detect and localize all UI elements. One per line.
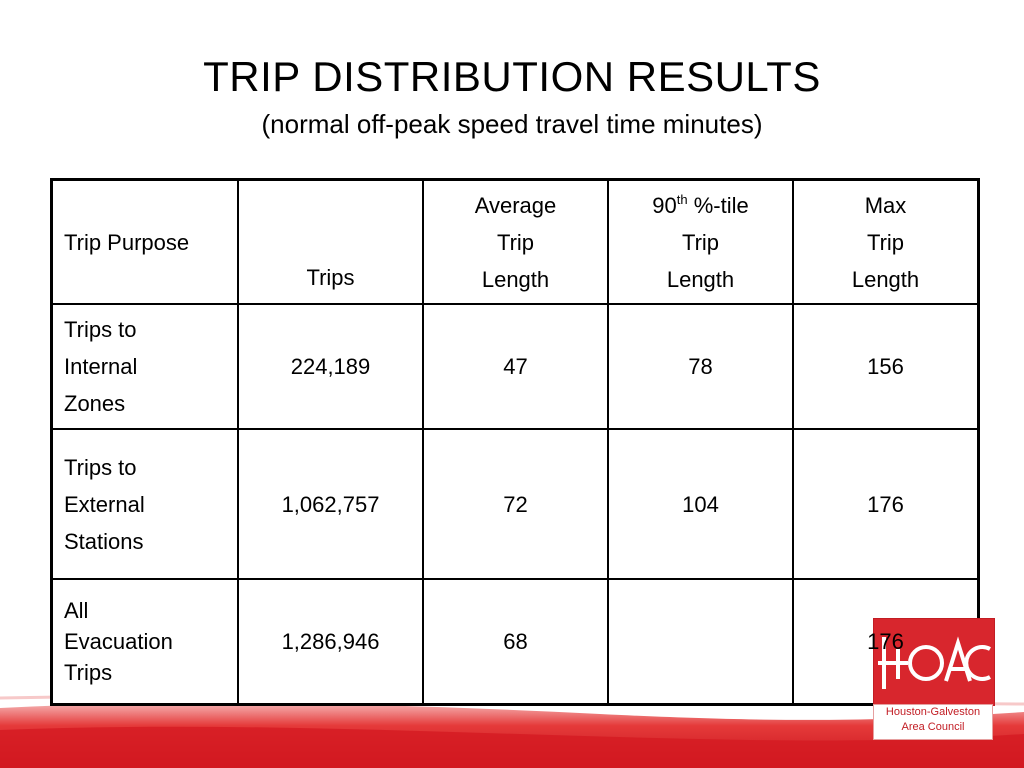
row-avg: 68 xyxy=(423,579,608,704)
logo-line1: Houston-Galveston xyxy=(885,706,981,718)
row-purpose-line1: Trips to xyxy=(64,454,137,480)
header-trips: Trips xyxy=(238,180,423,305)
results-table xyxy=(50,178,980,706)
row-purpose xyxy=(52,429,239,579)
row-pct90: 78 xyxy=(608,304,793,429)
logo-caption xyxy=(873,704,993,740)
row-trips: 1,062,757 xyxy=(238,429,423,579)
header-avg-line2: Trip xyxy=(496,229,535,255)
header-pct90-line1 xyxy=(609,187,792,224)
header-max-trip-length xyxy=(793,180,979,305)
row-avg: 47 xyxy=(423,304,608,429)
row-trips: 1,286,946 xyxy=(238,579,423,704)
header-average-trip-length xyxy=(423,180,608,305)
row-purpose-line1: Trips to xyxy=(64,317,137,342)
row-purpose-line2: External xyxy=(64,491,145,517)
row-avg: 72 xyxy=(423,429,608,579)
table-row xyxy=(52,304,979,429)
header-trip-purpose: Trip Purpose xyxy=(52,180,239,305)
header-pct90-line2: Trip xyxy=(681,229,720,255)
row-max: 176 xyxy=(793,429,979,579)
row-purpose xyxy=(52,579,239,704)
header-avg-line3: Length xyxy=(481,266,550,292)
header-max-line3: Length xyxy=(851,266,920,292)
header-pct90-rest: %-tile xyxy=(687,192,749,218)
slide-title: TRIP DISTRIBUTION RESULTS xyxy=(203,53,821,100)
table-header-row xyxy=(52,180,979,305)
header-avg-line1: Average xyxy=(474,192,557,218)
header-pct90-sup: th xyxy=(676,191,688,207)
row-pct90: 104 xyxy=(608,429,793,579)
row-pct90 xyxy=(608,579,793,704)
row-purpose-line1: All xyxy=(64,597,89,623)
row-purpose-line3: Stations xyxy=(64,528,144,554)
header-max-line1: Max xyxy=(864,192,907,218)
header-pct90-line3: Length xyxy=(666,266,735,292)
row-purpose-line2: Internal xyxy=(64,354,138,379)
row-purpose xyxy=(52,304,239,429)
table-row xyxy=(52,579,979,704)
table-row xyxy=(52,429,979,579)
slide-subtitle: (normal off-peak speed travel time minutes) xyxy=(261,109,763,139)
row-purpose-line2: Evacuation xyxy=(64,628,173,654)
row-max: 156 xyxy=(793,304,979,429)
logo-line2: Area Council xyxy=(901,721,965,733)
header-max-line2: Trip xyxy=(866,229,905,255)
row-max-value: 176 xyxy=(867,628,904,654)
row-trips: 224,189 xyxy=(238,304,423,429)
header-pct90-num: 90 xyxy=(652,192,677,218)
row-purpose-line3: Trips xyxy=(64,659,113,685)
row-purpose-line3: Zones xyxy=(64,391,126,416)
header-90th-percentile-trip-length xyxy=(608,180,793,305)
